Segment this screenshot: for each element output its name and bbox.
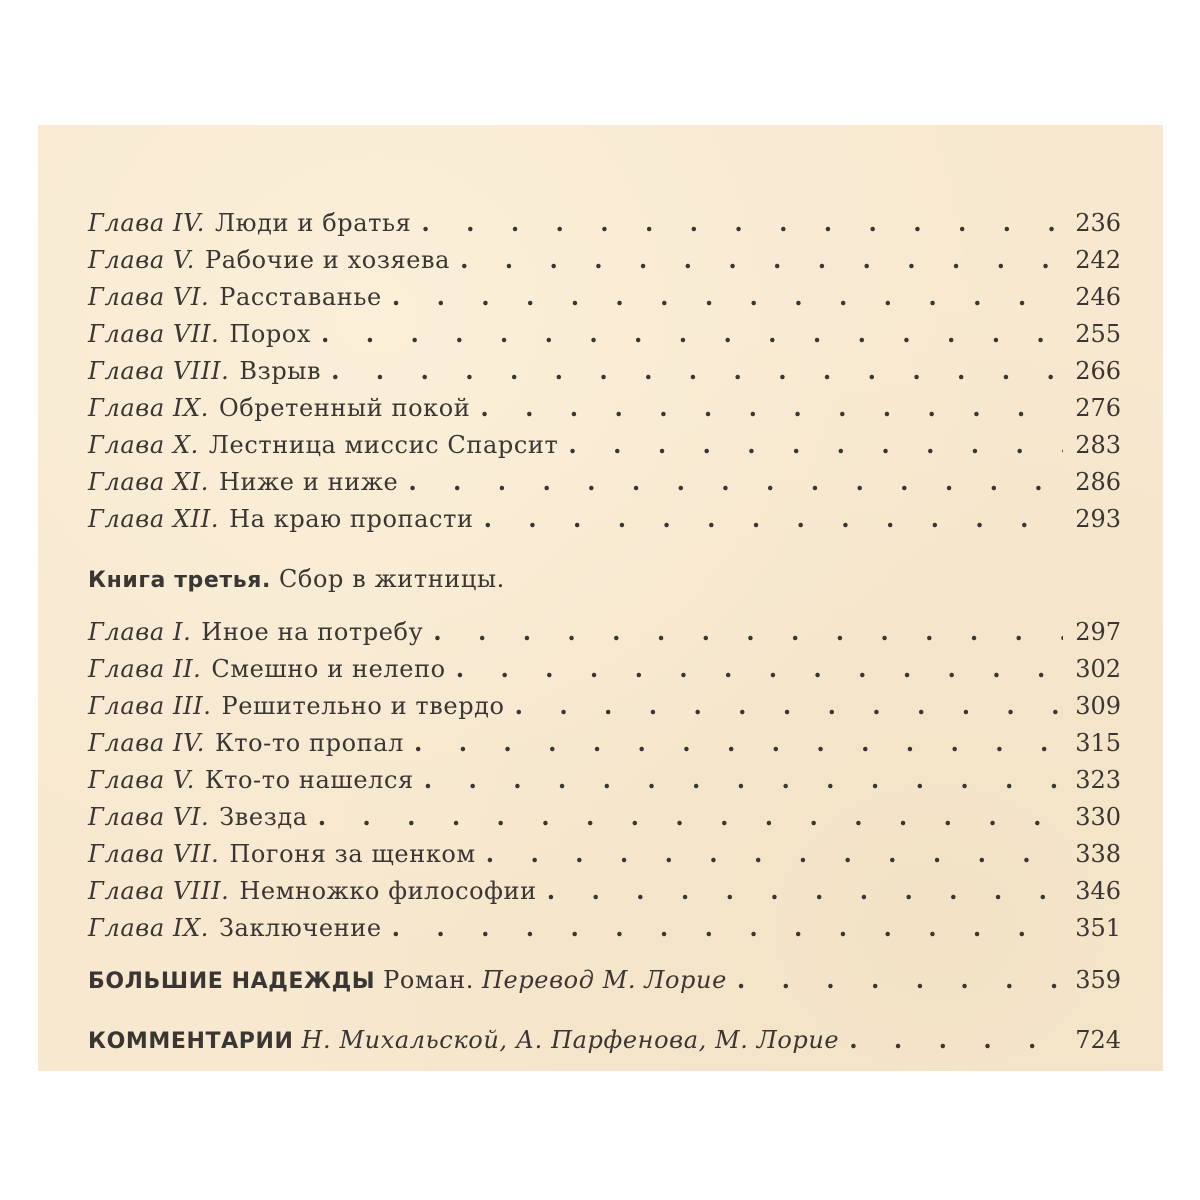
chapter-title: Заключение — [218, 914, 382, 942]
chapter-title: Рабочие и хозяева — [204, 246, 451, 274]
toc-entry-great-expectations[interactable] — [88, 965, 1121, 1001]
toc-entry[interactable] — [88, 245, 1121, 281]
chapter-title: Кто-то пропал — [215, 729, 404, 757]
toc-entry[interactable] — [88, 208, 1121, 244]
toc-entry[interactable] — [88, 654, 1121, 690]
dot-leader — [408, 467, 1063, 496]
chapter-title: На краю пропасти — [229, 505, 474, 533]
dot-leader — [568, 430, 1063, 459]
page-number: 346 — [1075, 877, 1121, 905]
toc-entry[interactable] — [88, 876, 1121, 912]
dot-leader — [321, 319, 1063, 348]
chapter-number: Глава XII. — [88, 505, 220, 533]
page-number: 283 — [1075, 431, 1121, 459]
toc-entry[interactable] — [88, 393, 1121, 429]
dot-leader — [486, 839, 1063, 868]
commentary-authors: Н. Михальской, А. Парфенова, М. Лорие — [301, 1026, 840, 1054]
page-number: 276 — [1075, 394, 1121, 422]
chapter-number: Глава V. — [88, 766, 195, 794]
page-number: 330 — [1075, 803, 1121, 831]
page-number: 297 — [1075, 618, 1121, 646]
page-number: 242 — [1075, 246, 1121, 274]
chapter-number: Глава IX. — [88, 394, 209, 422]
dot-leader — [424, 765, 1063, 794]
dot-leader — [392, 913, 1063, 942]
page-number: 724 — [1075, 1026, 1121, 1054]
page-number: 302 — [1075, 655, 1121, 683]
chapter-number: Глава X. — [88, 431, 199, 459]
chapter-number: Глава VI. — [88, 803, 210, 831]
chapter-number: Глава II. — [88, 655, 202, 683]
toc-entry[interactable] — [88, 839, 1121, 875]
chapter-title: Лестница миссис Спарсит — [208, 431, 559, 459]
toc-entry[interactable] — [88, 467, 1121, 503]
page-number: 286 — [1075, 468, 1121, 496]
dot-leader — [414, 728, 1063, 757]
toc-entry-commentary[interactable] — [88, 1025, 1121, 1061]
toc-entry[interactable] — [88, 617, 1121, 653]
chapter-title: Взрыв — [239, 357, 322, 385]
chapter-title: Смешно и нелепо — [211, 655, 446, 683]
book-title: Сбор в житницы. — [278, 565, 505, 593]
toc-entry[interactable] — [88, 430, 1121, 466]
chapter-title: Решительно и твердо — [221, 692, 505, 720]
translator-credit: Перевод М. Лорие — [481, 966, 727, 994]
work-genre: Роман. — [383, 966, 474, 994]
work-title: БОЛЬШИЕ НАДЕЖДЫ — [88, 969, 376, 994]
chapter-title: Немножко философии — [239, 877, 537, 905]
chapter-number: Глава IV. — [88, 729, 206, 757]
book-three-heading — [88, 565, 505, 601]
page-number: 315 — [1075, 729, 1121, 757]
chapter-number: Глава IX. — [88, 914, 209, 942]
dot-leader — [421, 208, 1063, 237]
dot-leader — [460, 245, 1063, 274]
chapter-title: Порох — [229, 320, 312, 348]
chapter-number: Глава IV. — [88, 209, 206, 237]
page-number: 338 — [1075, 840, 1121, 868]
dot-leader — [480, 393, 1063, 422]
chapter-number: Глава VII. — [88, 320, 220, 348]
book-label: Книга третья. — [88, 568, 271, 593]
toc-entry[interactable] — [88, 728, 1121, 764]
chapter-title: Кто-то нашелся — [204, 766, 414, 794]
dot-leader — [433, 617, 1063, 646]
page-number: 359 — [1075, 966, 1121, 994]
book-page — [38, 125, 1163, 1071]
dot-leader — [456, 654, 1063, 683]
chapter-title: Расставанье — [219, 283, 382, 311]
page-number: 255 — [1075, 320, 1121, 348]
page-number: 351 — [1075, 914, 1121, 942]
dot-leader — [318, 802, 1063, 831]
toc-entry[interactable] — [88, 504, 1121, 540]
chapter-number: Глава VII. — [88, 840, 220, 868]
dot-leader — [849, 1025, 1063, 1054]
chapter-number: Глава VIII. — [88, 877, 230, 905]
page-number: 236 — [1075, 209, 1121, 237]
toc-entry[interactable] — [88, 319, 1121, 355]
toc-entry[interactable] — [88, 913, 1121, 949]
chapter-title: Иное на потребу — [201, 618, 424, 646]
chapter-number: Глава VIII. — [88, 357, 230, 385]
dot-leader — [547, 876, 1063, 905]
page-number: 293 — [1075, 505, 1121, 533]
toc-entry[interactable] — [88, 282, 1121, 318]
chapter-number: Глава III. — [88, 692, 212, 720]
chapter-number: Глава V. — [88, 246, 195, 274]
commentary-title: КОММЕНТАРИИ — [88, 1029, 294, 1054]
dot-leader — [331, 356, 1063, 385]
toc-entry[interactable] — [88, 765, 1121, 801]
page-number: 246 — [1075, 283, 1121, 311]
chapter-title: Люди и братья — [215, 209, 412, 237]
chapter-title: Обретенный покой — [218, 394, 471, 422]
chapter-title: Погоня за щенком — [229, 840, 476, 868]
toc-entry[interactable] — [88, 356, 1121, 392]
toc-entry[interactable] — [88, 802, 1121, 838]
chapter-number: Глава VI. — [88, 283, 210, 311]
chapter-title: Звезда — [219, 803, 308, 831]
dot-leader — [484, 504, 1063, 533]
toc-entry[interactable] — [88, 691, 1121, 727]
chapter-number: Глава I. — [88, 618, 192, 646]
dot-leader — [515, 691, 1063, 720]
dot-leader — [392, 282, 1063, 311]
page-number: 323 — [1075, 766, 1121, 794]
page-number: 309 — [1075, 692, 1121, 720]
chapter-number: Глава XI. — [88, 468, 209, 496]
chapter-title: Ниже и ниже — [218, 468, 399, 496]
page-number: 266 — [1075, 357, 1121, 385]
dot-leader — [737, 965, 1063, 994]
